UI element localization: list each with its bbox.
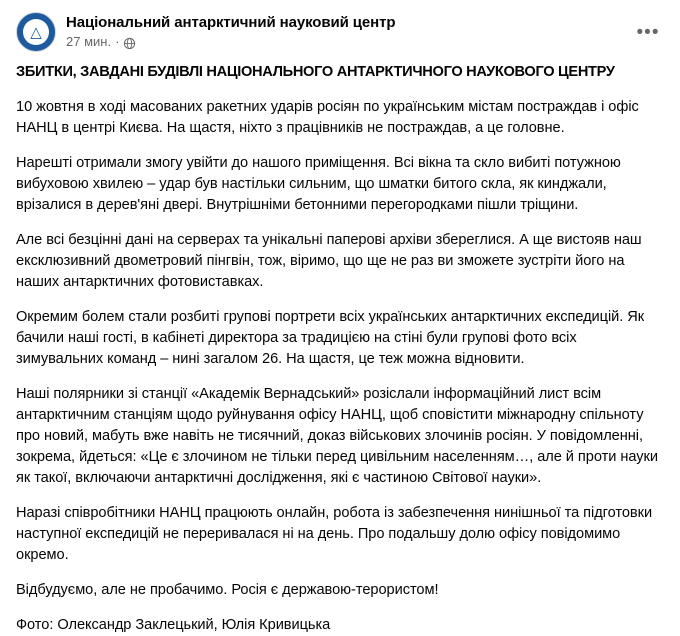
post-paragraph: Окремим болем стали розбиті групові портрети всіх українських антарктичних експедицій. Як бачили наші гості, в кабінеті директора за традицією на стіні були групові фото всіх зимувальних команд – нині загалом 26. На щастя, це теж можна відновити. [16,309,645,367]
page-name[interactable]: Національний антарктичний науковий центр [66,14,396,31]
post-paragraph: Наразі співробітники НАНЦ працюють онлайн, робота із забезпечення нинішньої та підготовки наступної експедицій не переривалася ні на день. Про подальшу долю офісу повідомимо окремо. [16,505,653,563]
post-meta [66,34,395,50]
avatar-logo-mark [23,19,49,45]
post-photo-credit: Фото: Олександр Заклецький, Юлія Кривицька [16,617,331,633]
avatar[interactable] [16,12,56,52]
antarctic-center-logo-icon: △ [30,23,42,41]
post-header-text [66,12,395,50]
post-timestamp[interactable]: 27 мин. [66,34,112,49]
more-options-button[interactable]: ••• [636,21,660,43]
post-paragraph: Нарешті отримали змогу увійти до нашого приміщення. Всі вікна та скло вибиті потужною вибуховою хвилею – удар був настільки сильним, що шматки битого скла, як кинджали, врізалися в дерев'яні двері. Внутрішніми бетонними перегородками пішли тріщини. [16,155,621,213]
post-paragraph: Але всі безцінні дані на серверах та унікальні паперові архіви збереглися. А ще вистояв наш ексклюзивний двометровий пінгвін, тож, віримо, що ще не раз ви зможете зустріти його на наших антарктичних фотовиставках. [16,232,642,290]
post-body [16,62,664,636]
post-header [16,12,664,52]
post-paragraph: Відбудуємо, але не пробачимо. Росія є державою-терористом! [16,582,439,598]
globe-icon[interactable] [123,37,136,50]
post-paragraph: 10 жовтня в ході масованих ракетних ударів росіян по українським містам постраждав і офіс НАНЦ в центрі Києва. На щастя, ніхто з працівників не постраждав, а це головне. [16,99,639,136]
post-paragraph: Наші полярники зі станції «Академік Вернадський» розіслали інформаційний лист всім антарктичним станціям щодо руйнування офісу НАНЦ, щоб сповістити міжнародну спільноту про новий, мабуть вже навіть не тисячний, доказ військових злочинів росіян. У повідомленні, зокрема, йдеться: «Це є злочином не тільки перед цивільним населенням…, але й проти науки як такої, включаючи антарктичні дослідження, які є частиною Світової науки». [16,386,658,486]
post-headline: ЗБИТКИ, ЗАВДАНІ БУДІВЛІ НАЦІОНАЛЬНОГО АНТАРКТИЧНОГО НАУКОВОГО ЦЕНТРУ [16,64,615,80]
meta-separator: · [115,34,120,49]
